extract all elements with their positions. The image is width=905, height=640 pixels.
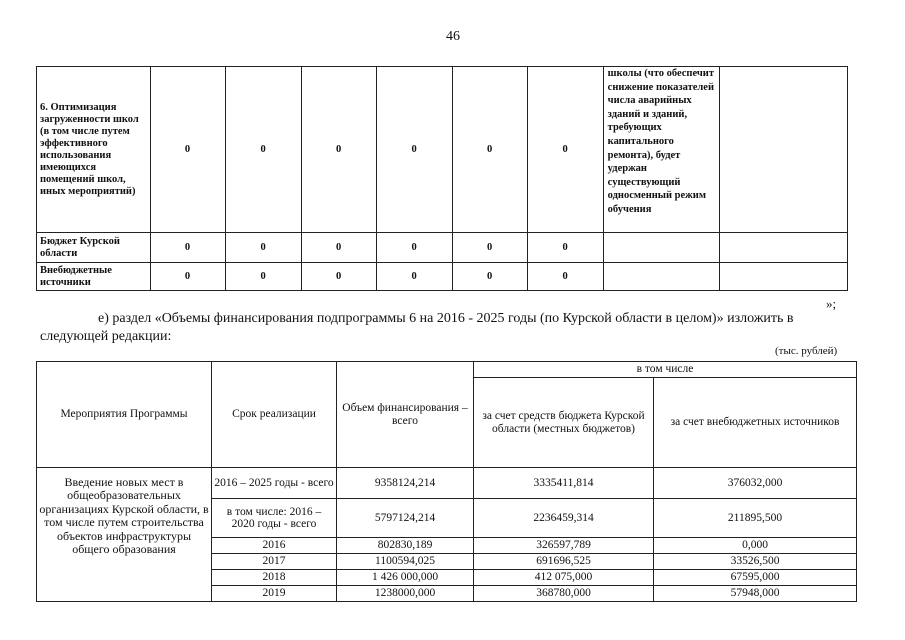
extra-cell: 57948,000 [654, 586, 857, 602]
period-cell: 2016 – 2025 годы - всего [212, 468, 337, 499]
regional-cell: 326597,789 [474, 538, 654, 554]
result-text: школы (что обеспечит снижение показателей числа аварийных зданий и зданий, требующих капитального ремонта), будет удержан существующий односменный режим обучения [603, 67, 720, 233]
table-cell: 0 [225, 263, 301, 291]
header-including: в том числе [474, 362, 857, 378]
extra-cell: 67595,000 [654, 570, 857, 586]
table-cell: 0 [452, 263, 527, 291]
table-cell: 0 [527, 263, 603, 291]
table-cell: 0 [452, 67, 527, 233]
table-row [37, 233, 848, 263]
units-label: (тыс. рублей) [775, 345, 838, 357]
table-cell: 0 [150, 233, 225, 263]
header-row [37, 362, 857, 378]
period-cell: 2017 [212, 554, 337, 570]
period-cell: 2018 [212, 570, 337, 586]
table-cell: 0 [452, 233, 527, 263]
regional-cell: 691696,525 [474, 554, 654, 570]
total-cell: 5797124,214 [337, 499, 474, 538]
regional-cell: 368780,000 [474, 586, 654, 602]
header-activity: Мероприятия Программы [37, 362, 212, 468]
total-cell: 1100594,025 [337, 554, 474, 570]
page-number: 46 [446, 29, 460, 44]
extra-cell: 211895,500 [654, 499, 857, 538]
table-cell: 0 [301, 67, 376, 233]
table-cell: 0 [150, 67, 225, 233]
header-total: Объем финансирования – всего [337, 362, 474, 468]
top-table [36, 66, 848, 291]
table-cell [720, 263, 848, 291]
header-regional: за счет средств бюджета Курской области (местных бюджетов) [474, 378, 654, 468]
row-label: 6. Оптимизация загруженности школ (в том числе путем эффективного использования имеющихся помещений школ, иных мероприятий) [37, 67, 151, 233]
table-cell [720, 67, 848, 233]
activity-name: Введение новых мест в общеобразовательных организациях Курской области, в том числе путем строительства объектов инфраструктуры общего образования [37, 468, 212, 602]
table-cell [603, 263, 720, 291]
table-row [37, 468, 857, 499]
table-cell: 0 [376, 263, 452, 291]
header-period: Срок реализации [212, 362, 337, 468]
extra-cell: 0,000 [654, 538, 857, 554]
table-cell [603, 233, 720, 263]
extra-cell: 376032,000 [654, 468, 857, 499]
regional-cell: 2236459,314 [474, 499, 654, 538]
period-cell: 2016 [212, 538, 337, 554]
row-label: Внебюджетные источники [37, 263, 151, 291]
total-cell: 9358124,214 [337, 468, 474, 499]
finance-table [36, 361, 857, 602]
total-cell: 1 426 000,000 [337, 570, 474, 586]
table-cell: 0 [225, 233, 301, 263]
table-cell: 0 [527, 67, 603, 233]
table-cell: 0 [301, 263, 376, 291]
table-cell: 0 [225, 67, 301, 233]
table-cell: 0 [376, 233, 452, 263]
closing-quote: »; [826, 296, 837, 311]
table-cell: 0 [376, 67, 452, 233]
table-row [37, 263, 848, 291]
row-label: Бюджет Курской области [37, 233, 151, 263]
total-cell: 802830,189 [337, 538, 474, 554]
paragraph: е) раздел «Объемы финансирования подпрограммы 6 на 2016 - 2025 годы (по Курской области в целом)» изложить в следующей редакции: [40, 311, 794, 344]
header-extrabudget: за счет внебюджетных источников [654, 378, 857, 468]
table-cell [720, 233, 848, 263]
table-cell: 0 [301, 233, 376, 263]
period-cell: в том числе: 2016 – 2020 годы - всего [212, 499, 337, 538]
period-cell: 2019 [212, 586, 337, 602]
table-cell: 0 [150, 263, 225, 291]
regional-cell: 3335411,814 [474, 468, 654, 499]
table-cell: 0 [527, 233, 603, 263]
extra-cell: 33526,500 [654, 554, 857, 570]
total-cell: 1238000,000 [337, 586, 474, 602]
table-row [37, 67, 848, 233]
regional-cell: 412 075,000 [474, 570, 654, 586]
